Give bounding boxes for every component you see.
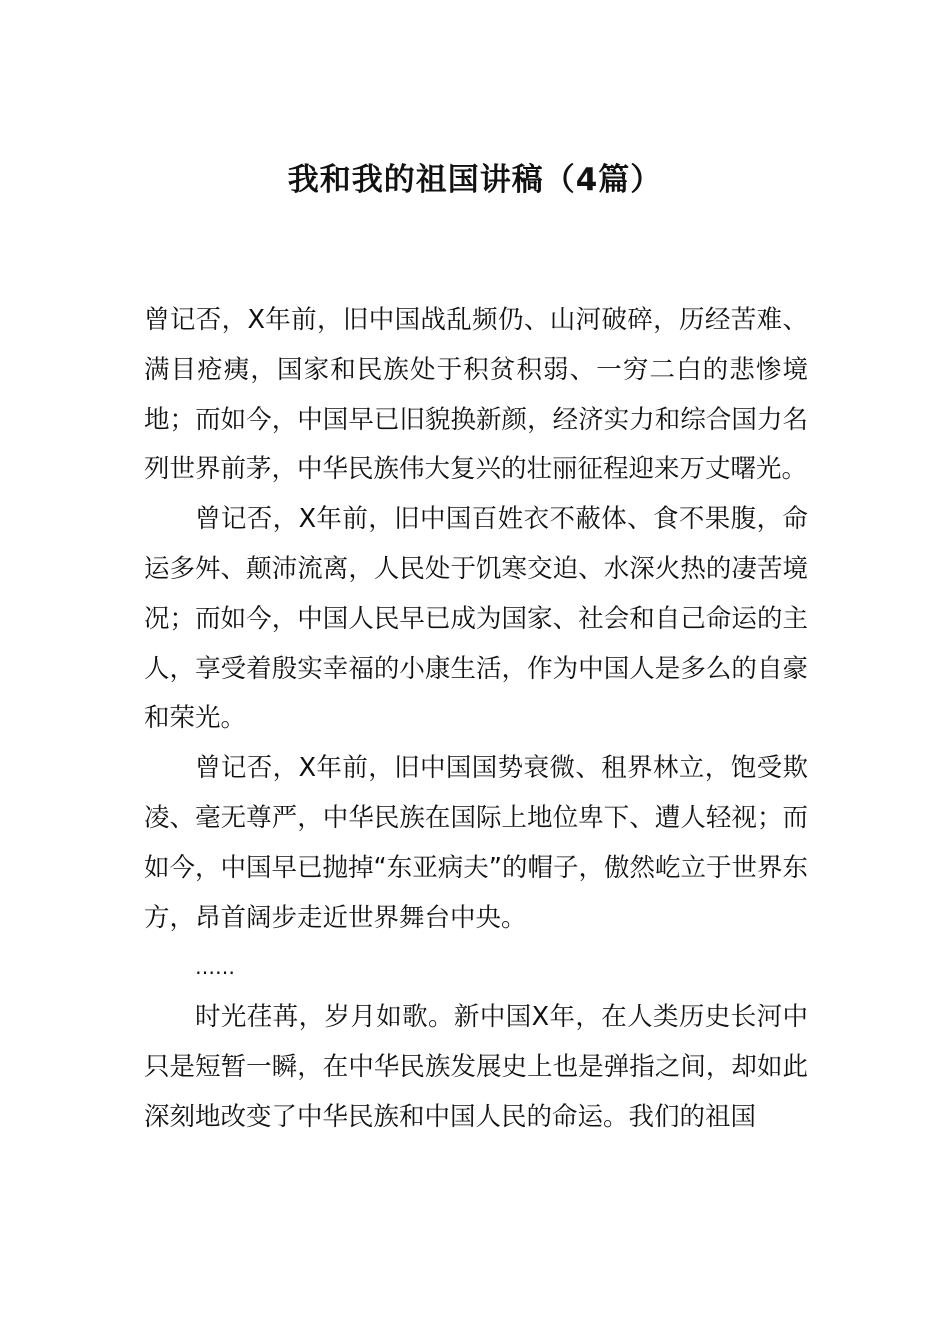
paragraph-2: 曾记否，X年前，旧中国百姓衣不蔽体、食不果腹，命运多舛、颠沛流离，人民处于饥寒交迫、水深火热的凄苦境况；而如今，中国人民早已成为国家、社会和自己命运的主人，享受着殷实幸福的小康生活，作为中国人是多么的自豪和荣光。 [144, 504, 808, 734]
paragraph-1: 曾记否，X年前，旧中国战乱频仍、山河破碎，历经苦难、满目疮痍，国家和民族处于积贫积弱、一穷二白的悲惨境地；而如今，中国早已旧貌换新颜，经济实力和综合国力名列世界前茅，中华民族伟大复兴的壮丽征程迎来万丈曙光。 [144, 305, 808, 485]
paragraph-5: 时光荏苒，岁月如歌。新中国X年，在人类历史长河中只是短暂一瞬，在中华民族发展史上也是弹指之间，却如此深刻地改变了中华民族和中国人民的命运。我们的祖国 [144, 1002, 808, 1132]
paragraph-3: 曾记否，X年前，旧中国国势衰微、租界林立，饱受欺凌、毫无尊严，中华民族在国际上地位卑下、遭人轻视；而如今，中国早已抛掉“东亚病夫”的帽子，傲然屹立于世界东方，昂首阔步走近世界舞台中央。 [144, 753, 808, 933]
paragraph-ellipsis: …… [195, 955, 235, 980]
document-title: 我和我的祖国讲稿（4篇） [287, 162, 663, 198]
document-body [144, 296, 808, 1143]
